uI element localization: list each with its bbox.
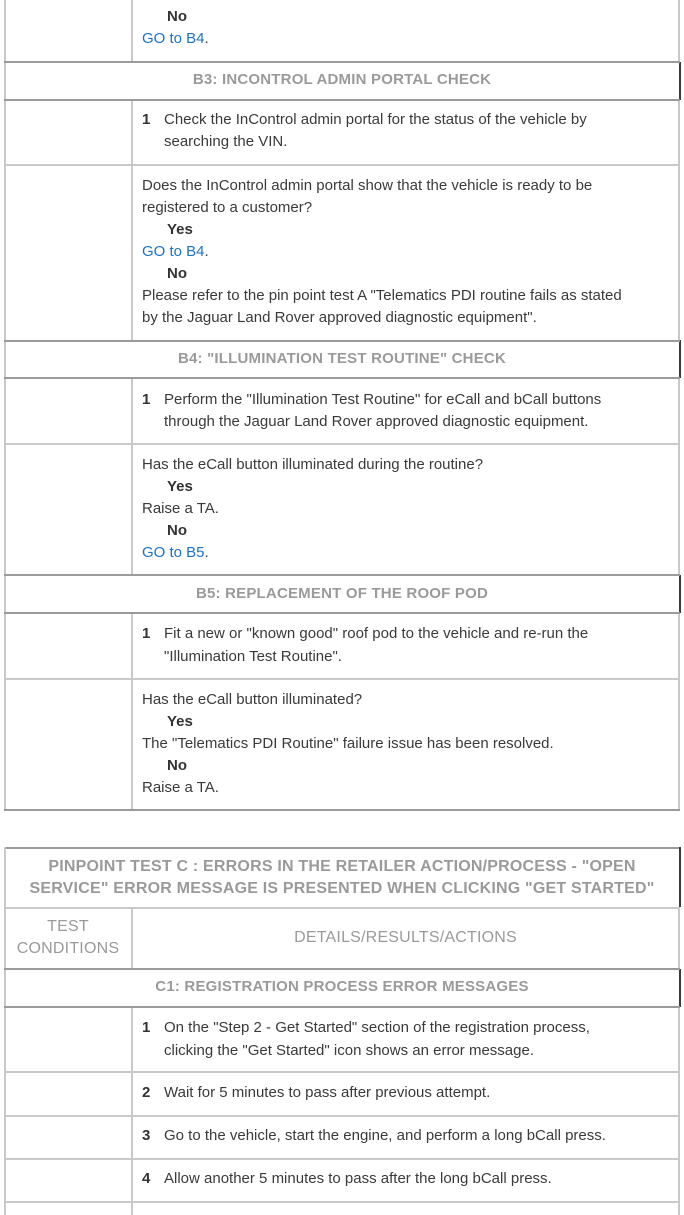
answer-text: The "Telematics PDI Routine" failure issue has been resolved. — [142, 735, 554, 752]
step-text: searching the VIN. — [164, 133, 288, 150]
b5-header: B5: REPLACEMENT OF THE ROOF POD — [195, 585, 489, 602]
column-divider — [131, 613, 133, 809]
step-number: 1 — [142, 625, 151, 642]
step-text: Go to the vehicle, start the engine, and perform a long bCall press. — [164, 1127, 606, 1144]
step-text: Perform the "Illumination Test Routine" for eCall and bCall buttons — [164, 391, 602, 408]
row-divider — [4, 377, 680, 379]
step-text: "Illumination Test Routine". — [164, 648, 342, 665]
step-number: 3 — [142, 1127, 151, 1144]
column-divider — [131, 378, 133, 574]
question-text: Has the eCall button illuminated during the routine? — [142, 456, 484, 473]
b4-header: B4: "ILLUMINATION TEST ROUTINE" CHECK — [177, 350, 506, 367]
question-text: Has the eCall button illuminated? — [142, 691, 363, 708]
answer-no-label: No — [167, 522, 187, 539]
table-right-border — [678, 613, 680, 809]
column-divider — [131, 0, 133, 62]
column-divider — [131, 100, 133, 340]
row-divider — [4, 99, 680, 101]
question-text: Does the InControl admin portal show that the vehicle is ready to be — [142, 177, 593, 194]
goto-link-row: GO to B4. — [142, 243, 209, 260]
row-divider — [4, 809, 680, 811]
table-right-border — [678, 907, 680, 969]
step-number: 1 — [142, 391, 151, 408]
row-divider — [4, 907, 680, 909]
goto-link-row — [142, 28, 209, 50]
step-text: clicking the "Get Started" icon shows an error message. — [164, 1042, 534, 1059]
answer-text: Raise a TA. — [142, 779, 219, 796]
row-divider — [4, 612, 680, 614]
step-text: Allow another 5 minutes to pass after the long bCall press. — [164, 1170, 552, 1187]
row-divider — [4, 968, 680, 970]
period: . — [204, 30, 209, 47]
answer-yes-label: Yes — [167, 221, 193, 238]
row-divider — [4, 678, 680, 680]
goto-b5-link[interactable]: GO to B5 — [142, 544, 205, 561]
step-number: 2 — [142, 1084, 151, 1101]
table-right-border — [678, 0, 680, 62]
step-text: through the Jaguar Land Rover approved diagnostic equipment. — [164, 413, 589, 430]
goto-b4-link[interactable]: GO to B4 — [142, 243, 205, 260]
col-header-test-conditions: TEST — [47, 918, 89, 935]
table-right-border — [678, 378, 680, 574]
row-divider — [4, 340, 680, 342]
answer-no-label: No — [167, 265, 187, 282]
c1-header: C1: REGISTRATION PROCESS ERROR MESSAGES — [155, 978, 529, 995]
test-c-title: SERVICE" ERROR MESSAGE IS PRESENTED WHEN CLICKING "GET STARTED" — [29, 880, 655, 897]
step-text: Fit a new or "known good" roof pod to the vehicle and re-run the — [164, 625, 589, 642]
col-header-details: DETAILS/RESULTS/ACTIONS — [294, 929, 517, 946]
step-number: 1 — [142, 111, 151, 128]
answer-yes-label: Yes — [167, 478, 193, 495]
col-header-test-conditions: CONDITIONS — [16, 940, 120, 957]
answer-no-label: No — [167, 8, 187, 25]
answer-no-label: No — [167, 757, 187, 774]
step-text: Wait for 5 minutes to pass after previous attempt. — [164, 1084, 491, 1101]
table-top-border — [4, 847, 680, 849]
row-divider — [4, 164, 680, 166]
row-divider — [4, 1115, 680, 1117]
answer-yes-label: Yes — [167, 713, 193, 730]
column-divider — [131, 1007, 133, 1215]
table-right-border — [678, 100, 680, 340]
row-divider — [4, 443, 680, 445]
row-divider — [4, 1006, 680, 1008]
goto-b4-link[interactable]: GO to B4 — [142, 30, 205, 47]
test-c-title: PINPOINT TEST C : ERRORS IN THE RETAILER ACTION/PROCESS - "OPEN — [48, 858, 636, 875]
step-number: 1 — [142, 1019, 151, 1036]
row-divider — [4, 1071, 680, 1073]
table-left-border — [4, 0, 6, 810]
row-divider — [4, 574, 680, 576]
b3-header: B3: INCONTROL ADMIN PORTAL CHECK — [192, 71, 492, 88]
answer-text: by the Jaguar Land Rover approved diagnostic equipment". — [142, 309, 537, 326]
row-divider — [4, 61, 680, 63]
goto-link-row: GO to B5. — [142, 544, 209, 561]
row-divider — [4, 1158, 680, 1160]
step-number: 4 — [142, 1170, 151, 1187]
row-divider — [4, 1201, 680, 1203]
step-text: On the "Step 2 - Get Started" section of the registration process, — [164, 1019, 590, 1036]
step-text: Check the InControl admin portal for the status of the vehicle by — [164, 111, 587, 128]
answer-text: Please refer to the pin point test A "Telematics PDI routine fails as stated — [142, 287, 622, 304]
answer-text: Raise a TA. — [142, 500, 219, 517]
table-right-border — [678, 1007, 680, 1215]
question-text: registered to a customer? — [142, 199, 313, 216]
